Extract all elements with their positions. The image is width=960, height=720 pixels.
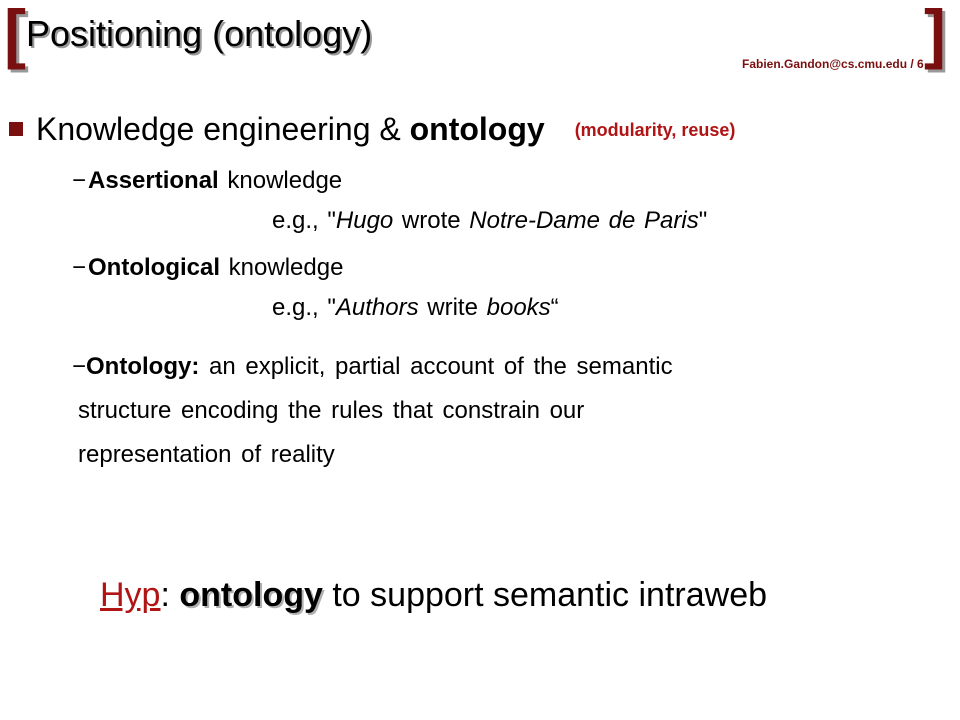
example-suffix: “: [550, 294, 559, 321]
assertional-item: [72, 166, 342, 196]
definition-line-1: [72, 345, 892, 389]
example-subject: Hugo: [335, 207, 394, 234]
ontology-definition: [72, 345, 892, 477]
definition-line-2: structure encoding the rules that constrain our: [78, 397, 585, 424]
ontological-example: [272, 293, 559, 323]
definition-term: Ontology:: [86, 353, 200, 380]
assertional-term: Assertional: [88, 167, 219, 194]
example-subject: Authors: [335, 294, 419, 321]
example-prefix: e.g., ": [272, 294, 336, 321]
ontological-item: [72, 253, 343, 283]
dash-marker: −: [72, 254, 87, 281]
main-bullet-keyword: ontology: [409, 111, 545, 147]
hyp-link[interactable]: Hyp: [100, 576, 161, 614]
example-suffix: ": [698, 207, 708, 234]
example-verb: wrote: [393, 207, 470, 234]
definition-text-1: an explicit, partial account of the semantic: [199, 353, 673, 380]
hyp-keyword: ontology: [179, 576, 323, 614]
main-bullet-note: (modularity, reuse): [574, 120, 736, 140]
example-verb: write: [418, 294, 487, 321]
main-bullet: [36, 110, 735, 149]
hyp-colon: :: [160, 576, 180, 614]
left-bracket-decoration: [: [4, 0, 26, 70]
hypothesis-line: [100, 575, 767, 615]
main-bullet-text: Knowledge engineering &: [36, 111, 410, 147]
assertional-rest: knowledge: [218, 167, 343, 194]
author-page-label: Fabien.Gandon@cs.cmu.edu / 6: [742, 57, 924, 71]
ontological-rest: knowledge: [220, 254, 344, 281]
dash-marker: −: [72, 167, 87, 194]
bullet-square-icon: [9, 122, 23, 136]
example-object: Notre-Dame de Paris: [469, 207, 699, 234]
example-prefix: e.g., ": [272, 207, 336, 234]
hyp-rest: to support semantic intraweb: [322, 576, 768, 614]
slide-title: Positioning (ontology): [26, 13, 373, 54]
example-object: books: [486, 294, 551, 321]
assertional-example: [272, 206, 707, 236]
ontological-term: Ontological: [88, 254, 221, 281]
dash-marker: −: [72, 353, 87, 380]
right-bracket-decoration: ]: [924, 0, 946, 70]
definition-line-3: representation of reality: [78, 441, 335, 468]
